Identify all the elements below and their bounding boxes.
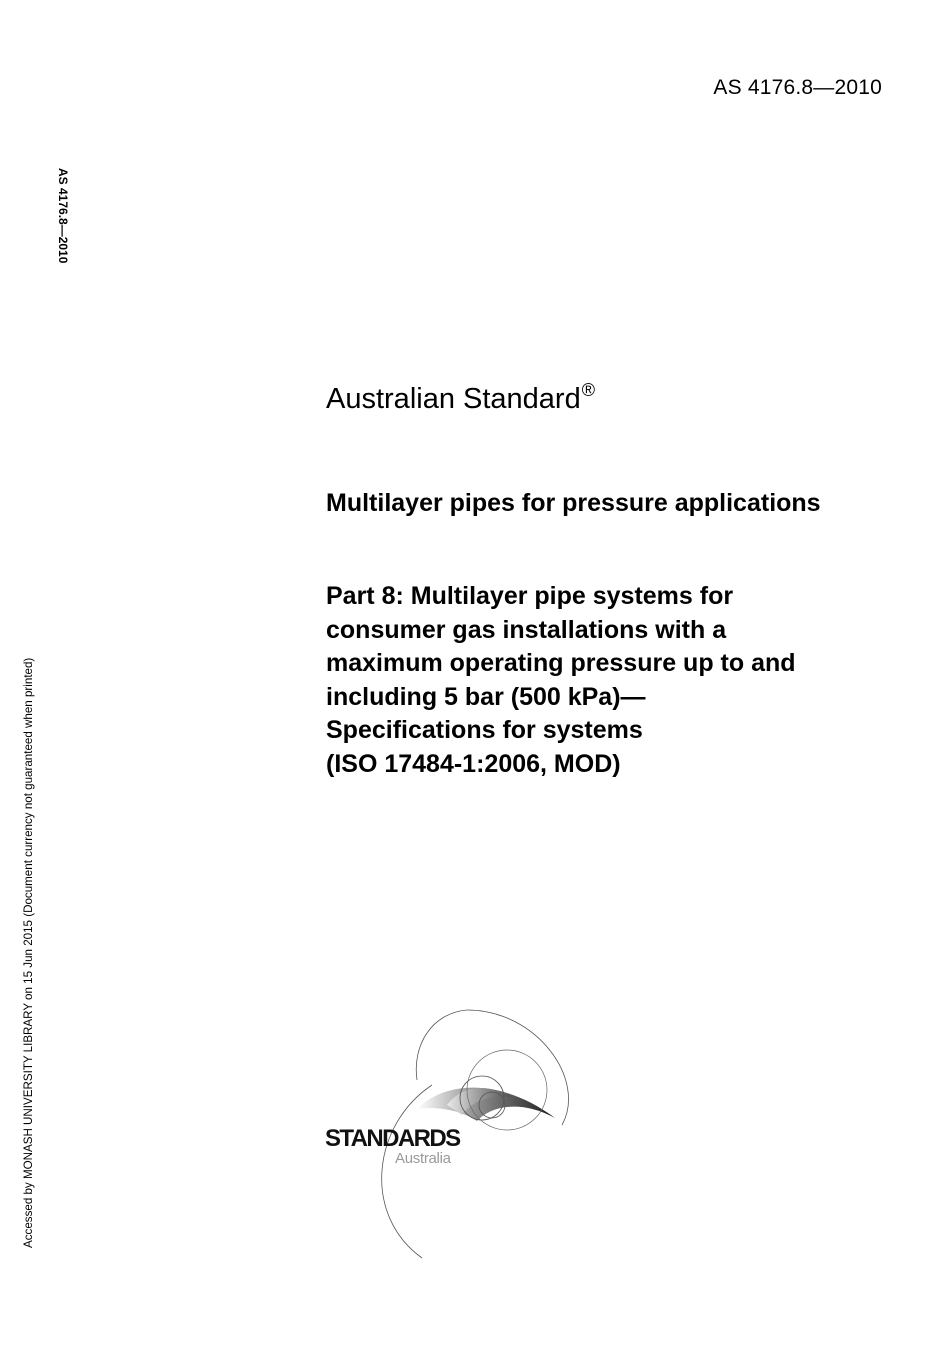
series-title-text: Australian Standard	[326, 383, 581, 415]
main-title: Multilayer pipes for pressure applications	[326, 489, 821, 517]
series-title	[326, 380, 595, 416]
registered-mark: ®	[581, 380, 595, 400]
access-notice: Accessed by MONASH UNIVERSITY LIBRARY on 15 Jun 2015 (Document currency not guaranteed when printed)	[22, 657, 35, 1248]
logo-subtitle: Australia	[395, 1150, 451, 1167]
part-title: Part 8: Multilayer pipe systems for consumer gas installations with a maximum operating pressure up to and including 5 bar (500 kPa)— Specifications for systems (ISO 17484-1:2006, MOD)	[326, 582, 796, 778]
outer-arc-left	[382, 1085, 432, 1258]
spine-document-code: AS 4176.8—2010	[56, 168, 70, 264]
outer-arc-inner	[416, 1010, 467, 1080]
standards-australia-logo	[322, 1005, 582, 1265]
logo-wordmark: STANDARDS	[325, 1125, 460, 1152]
document-number: AS 4176.8—2010	[713, 76, 882, 99]
